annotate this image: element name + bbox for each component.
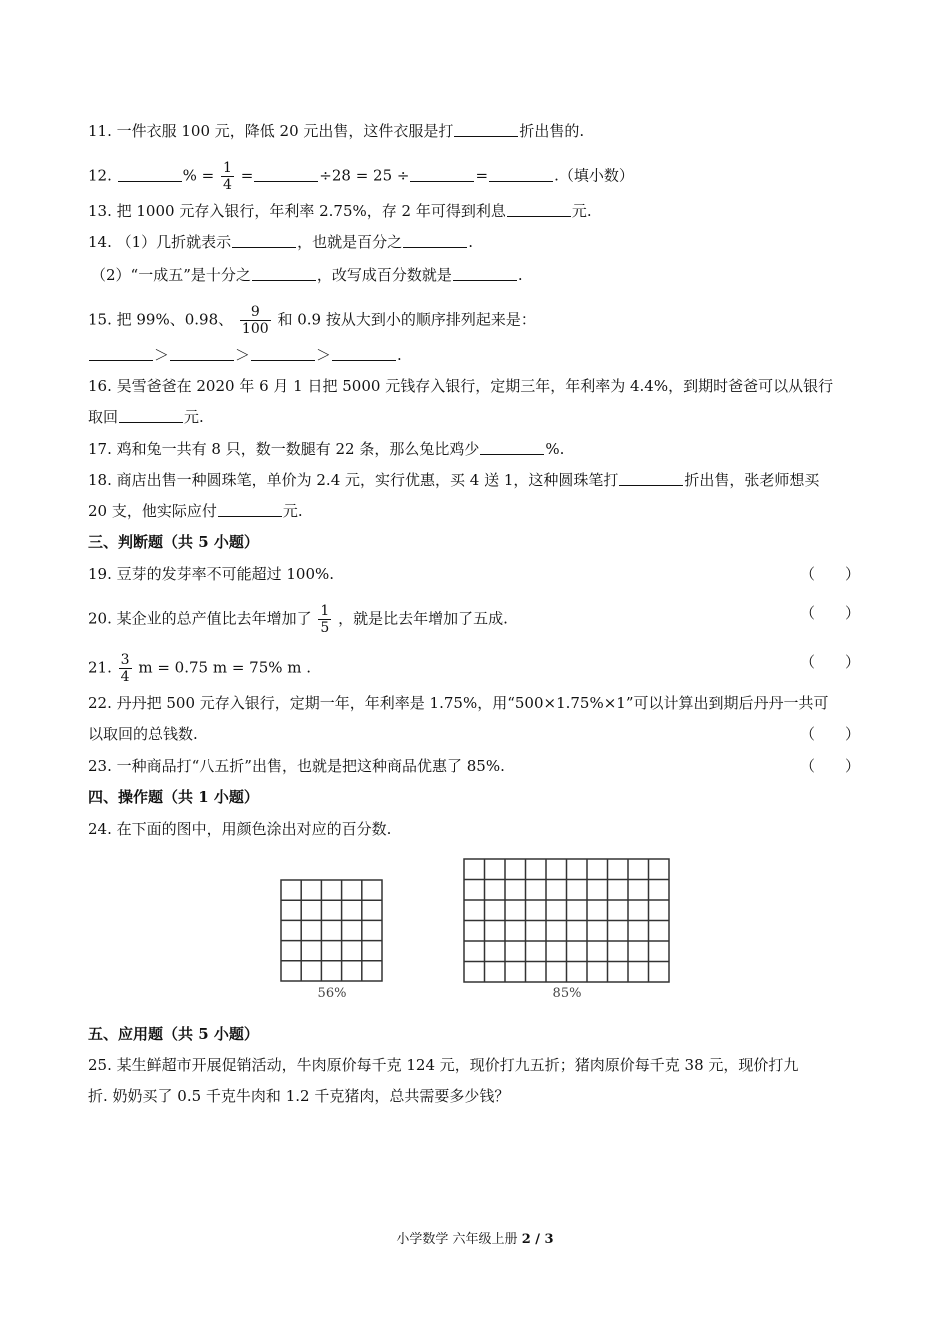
section-3-heading: 三、判断题（共 5 小题） (88, 533, 259, 551)
q14b-mid: ，改写成百分数就是 (316, 266, 452, 284)
q12-frac-num: 1 (223, 160, 232, 176)
question-18-line-2 (88, 501, 303, 521)
question-22-line-1: 22. 丹丹把 500 元存入银行，定期一年，年利率是 1.75%，用“500×1.75%×1”可以计算出到期后丹丹一共可 (88, 694, 829, 712)
q18-text-2: 20 支，他实际应付 (88, 502, 217, 520)
q12-eq2: = (475, 166, 489, 185)
q20-answer-paren: （ ） (800, 604, 861, 622)
q15-text-end: 和 0.9 按从大到小的顺序排列起来是： (277, 310, 536, 329)
q15-frac-num: 9 (240, 304, 271, 321)
q12-blank-4 (489, 167, 553, 182)
question-16-line-2 (88, 407, 204, 427)
question-22-line-2: 以取回的总钱数. (88, 725, 198, 743)
q13-blank (507, 202, 571, 217)
q15-text: 15. 把 99%、0.98、 (88, 310, 234, 329)
q14b-blank-1 (252, 266, 316, 281)
q12-label: 12. (88, 166, 112, 185)
question-19: 19. 豆芽的发芽率不可能超过 100%. (88, 565, 335, 583)
q15-fraction (240, 304, 271, 337)
q20-text: 20. 某企业的总产值比去年增加了 (88, 609, 312, 628)
q13-text-end: 元. (571, 202, 592, 220)
question-23: 23. 一种商品打“八五折”出售，也就是把这种商品优惠了 85%. (88, 757, 505, 775)
q12-frac-den: 4 (223, 177, 232, 193)
q17-blank (480, 440, 544, 455)
q23-answer-paren: （ ） (800, 757, 861, 775)
q12-eq1: = (240, 166, 254, 185)
q14a-mid: ，也就是百分之 (297, 233, 403, 251)
q12-pct: % = (182, 166, 215, 185)
question-25-line-1: 25. 某生鲜超市开展促销活动，牛肉原价每千克 124 元，现价打九五折；猪肉原价每千克 38 元，现价打九 (88, 1056, 799, 1074)
q12-blank-2 (254, 167, 318, 182)
q21-text-end: m = 0.75 m = 75% m . (138, 658, 312, 677)
q15-gt-2: ＞ (235, 346, 251, 364)
q21-label: 21. (88, 658, 112, 677)
question-14-part-1 (88, 232, 473, 252)
q18-blank-1 (619, 471, 683, 486)
question-20 (88, 603, 508, 636)
q14a-text: 14. （1）几折就表示 (88, 233, 232, 251)
q20-frac-num: 1 (320, 603, 330, 619)
q18-text: 18. 商店出售一种圆珠笔，单价为 2.4 元，实行优惠，买 4 送 1，这种圆珠笔打 (88, 471, 619, 489)
q17-text-end: %. (545, 440, 565, 458)
q12-fraction (221, 160, 234, 193)
q15-blank-3 (251, 346, 315, 361)
q15-gt-3: ＞ (316, 346, 332, 364)
section-5-heading: 五、应用题（共 5 小题） (88, 1025, 259, 1043)
question-21 (88, 652, 311, 685)
q14b-end: . (517, 266, 523, 284)
q21-frac-den: 4 (120, 669, 130, 685)
grid-56-percent (280, 879, 384, 983)
q11-text-end: 折出售的. (519, 122, 585, 140)
q12-div: ÷28 = 25 ÷ (319, 166, 410, 185)
page-footer (0, 1228, 950, 1247)
question-13 (88, 201, 592, 221)
q16-text-end: 元. (184, 408, 204, 426)
q11-text: 11. 一件衣服 100 元，降低 20 元出售，这件衣服是打 (88, 122, 454, 140)
q12-blank-1 (118, 167, 182, 182)
q15-blank-2 (170, 346, 234, 361)
grid-85-percent (463, 858, 671, 984)
q18-text-mid: 折出售，张老师想买 (684, 471, 820, 489)
q17-text: 17. 鸡和兔一共有 8 只，数一数腿有 22 条，那么兔比鸡少 (88, 440, 480, 458)
q12-blank-3 (410, 167, 474, 182)
question-24: 24. 在下面的图中，用颜色涂出对应的百分数. (88, 820, 392, 838)
question-15 (88, 304, 536, 337)
q14b-text: （2）“一成五”是十分之 (91, 266, 251, 284)
q15-frac-den: 100 (241, 321, 269, 337)
q14b-blank-2 (453, 266, 517, 281)
q14a-end: . (468, 233, 473, 251)
q21-answer-paren: （ ） (800, 653, 861, 671)
q20-text-end: ，就是比去年增加了五成. (338, 609, 508, 628)
question-17 (88, 439, 564, 459)
q21-frac-num: 3 (120, 652, 130, 668)
q12-end: .（填小数） (554, 166, 634, 185)
footer-page-number: 2 / 3 (521, 1232, 554, 1247)
q14a-blank-1 (232, 233, 296, 248)
q18-blank-2 (218, 502, 282, 517)
q16-text: 取回 (88, 408, 119, 426)
q14a-blank-2 (403, 233, 467, 248)
question-15-answer-line (88, 345, 402, 365)
q13-text: 13. 把 1000 元存入银行，年利率 2.75%，存 2 年可得到利息 (88, 202, 506, 220)
grid-56-caption: 56% (317, 986, 347, 1001)
question-25-line-2: 折. 奶奶买了 0.5 千克牛肉和 1.2 千克猪肉，总共需要多少钱？ (88, 1087, 510, 1105)
footer-text: 小学数学 六年级上册 (396, 1232, 518, 1247)
question-12 (88, 160, 634, 193)
q20-frac-den: 5 (320, 620, 330, 636)
q15-blank-1 (89, 346, 153, 361)
question-14-part-2 (91, 265, 523, 285)
question-18-line-1 (88, 470, 819, 490)
question-16-line-1: 16. 吴雪爸爸在 2020 年 6 月 1 日把 5000 元钱存入银行，定期三年，年利率为 4.4%，到期时爸爸可以从银行 (88, 377, 834, 395)
q18-text-end: 元. (282, 502, 303, 520)
q19-answer-paren: （ ） (800, 565, 861, 583)
question-11 (88, 121, 584, 141)
section-4-heading: 四、操作题（共 1 小题） (88, 788, 259, 806)
q15-end: . (397, 346, 402, 364)
q11-blank (454, 122, 518, 137)
q15-blank-4 (332, 346, 396, 361)
grid-85-caption: 85% (552, 986, 582, 1001)
q16-blank (119, 408, 183, 423)
q20-fraction (318, 603, 331, 636)
q15-gt-1: ＞ (154, 346, 170, 364)
q21-fraction (119, 652, 132, 685)
q22-answer-paren: （ ） (800, 725, 861, 743)
